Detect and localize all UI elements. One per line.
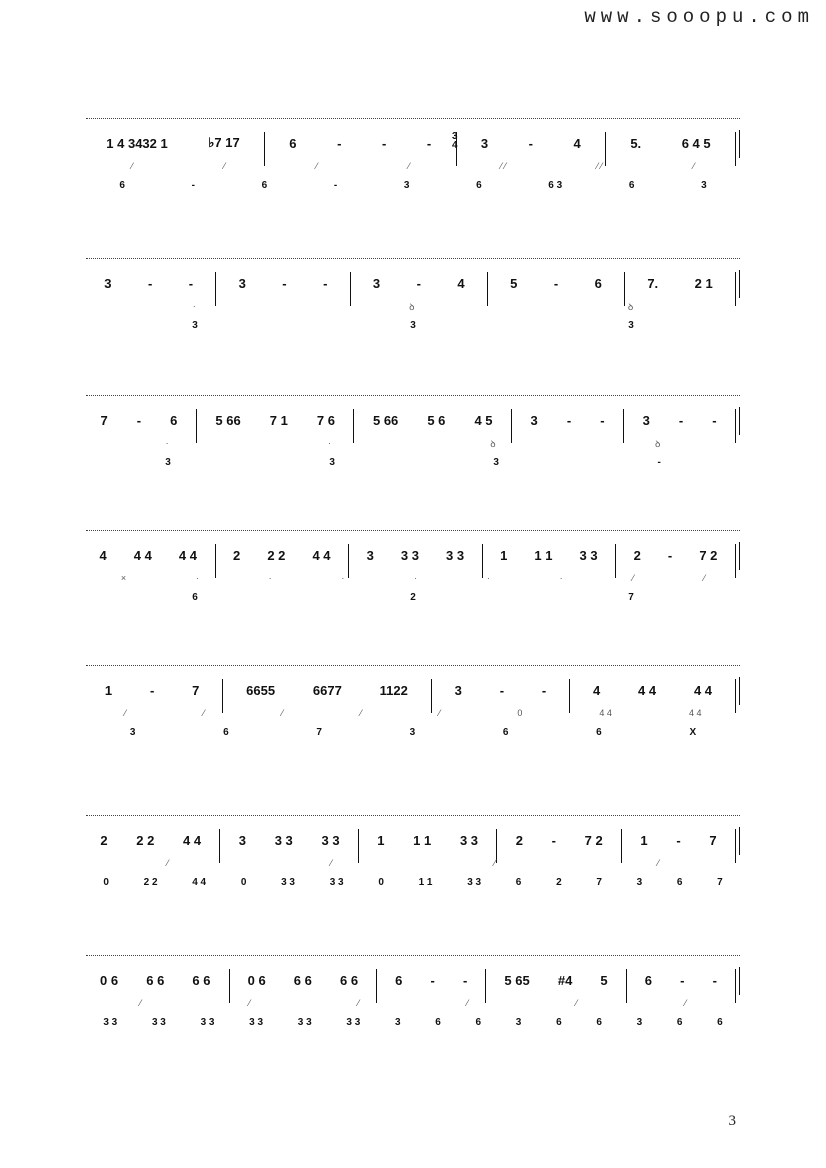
score-system (86, 955, 740, 1045)
final-bar-line (739, 270, 740, 298)
bass-note: - (657, 456, 661, 468)
melody-note: 4 (573, 135, 581, 151)
melody-row (86, 272, 740, 294)
melody-note: 4 4 (693, 682, 713, 698)
melody-note: 4 4 (178, 547, 197, 563)
melody-note: - (382, 135, 387, 151)
bass-note: 6 (119, 179, 125, 191)
melody-note: 3 (238, 275, 246, 291)
marking: ⁄ (693, 161, 695, 171)
bass-note: 6 3 (548, 179, 563, 191)
marking-row (86, 855, 740, 871)
bass-row (86, 453, 740, 471)
bass-row (86, 873, 740, 891)
marking-row (86, 298, 740, 314)
bass-note: 3 (129, 726, 136, 738)
marking: ⁄ (703, 573, 706, 583)
melody-note: 0 6 (247, 972, 266, 988)
final-bar-line (739, 542, 740, 570)
melody-note: 3 (104, 275, 112, 291)
melody-note: 4 (593, 682, 601, 698)
melody-note: 2 1 (694, 275, 713, 291)
melody-note: 1122 (379, 682, 408, 698)
melody-note: 6 6 (146, 972, 165, 988)
bass-note: 3 (395, 1016, 401, 1028)
melody-note: 2 2 (136, 832, 155, 848)
bass-note: 6 (717, 1016, 723, 1028)
marking: ⁄ (330, 858, 332, 868)
marking: ⁄ (315, 161, 318, 171)
melody-note: #4 (557, 972, 573, 988)
score-system (86, 815, 740, 905)
melody-note: 6 6 (339, 972, 359, 988)
articulation-line (86, 118, 740, 119)
articulation-line (86, 395, 740, 396)
bass-row (86, 588, 740, 606)
melody-note: 7 1 (269, 412, 288, 428)
marking: · (341, 573, 345, 583)
bass-note: 3 (628, 319, 634, 331)
final-bar-line (739, 827, 740, 855)
melody-note: 5 66 (372, 412, 399, 428)
marking: ⁄ (281, 708, 284, 718)
bass-note: 7 (596, 876, 602, 888)
marking: ⁄ (438, 708, 441, 718)
marking-row (86, 570, 740, 586)
melody-note: - (566, 412, 572, 428)
bass-note: 7 (628, 591, 634, 603)
marking: · (165, 438, 169, 448)
marking: ⁄ (632, 573, 634, 583)
melody-note: 3 3 (321, 832, 340, 848)
bass-note: 2 2 (143, 876, 158, 888)
melody-note: 6 (170, 412, 178, 428)
melody-note: 6 (289, 135, 297, 151)
marking: ⁄ (466, 998, 469, 1008)
melody-note: - (712, 412, 717, 428)
articulation-line (86, 258, 740, 259)
melody-note: - (712, 972, 717, 988)
bass-note: 3 3 (346, 1016, 361, 1028)
bass-note: 3 (636, 1016, 643, 1028)
melody-note: ♭7 17 (208, 135, 240, 150)
melody-note: 6655 (246, 682, 276, 698)
final-bar-line (739, 130, 740, 158)
melody-note: 6677 (312, 682, 342, 698)
melody-note: 3 3 (459, 832, 479, 848)
marking: · (195, 573, 199, 583)
melody-note: 5 66 (215, 412, 241, 428)
melody-note: - (600, 412, 605, 428)
bass-note: 6 (192, 591, 198, 603)
bass-note: 2 (556, 876, 562, 888)
bass-note: 7 (316, 726, 322, 738)
marking: ⁄ (248, 998, 251, 1008)
score-system (86, 395, 740, 485)
melody-note: - (282, 275, 287, 291)
melody-note: - (337, 135, 342, 151)
melody-note: 5 (600, 972, 608, 988)
marking: ⁄ (223, 161, 226, 171)
melody-note: 6 (644, 972, 652, 988)
melody-note: 4 (99, 547, 107, 563)
time-signature (452, 132, 458, 150)
time-signature-numerator: 3 (452, 131, 458, 142)
bass-note: 1 1 (418, 876, 433, 888)
bass-note: 3 3 (329, 876, 344, 888)
melody-note: - (462, 972, 468, 988)
bass-row (86, 723, 740, 741)
melody-note: 2 (233, 547, 241, 563)
melody-note: 3 3 (445, 547, 465, 563)
bass-note: 2 (410, 591, 416, 603)
score-system (86, 665, 740, 755)
final-bar-line (739, 407, 740, 435)
bass-note: 0 (240, 876, 247, 888)
marking: 0 (517, 708, 523, 718)
marking-row (86, 705, 740, 721)
bass-note: - (333, 179, 338, 191)
melody-note: 5 65 (504, 972, 530, 988)
bass-note: 3 (636, 876, 643, 888)
melody-note: 7 2 (699, 547, 718, 563)
bass-note: 6 (435, 1016, 441, 1028)
melody-note: - (323, 275, 328, 291)
melody-note: 4 4 (638, 682, 657, 698)
bass-note: 3 (165, 456, 171, 468)
melody-note: - (678, 412, 684, 428)
melody-note: 1 (104, 682, 113, 698)
melody-note: 2 (515, 832, 523, 848)
melody-row (86, 544, 740, 566)
melody-note: 6 (395, 972, 403, 988)
melody-note: - (667, 547, 673, 563)
melody-row (86, 829, 740, 851)
bass-note: 3 3 (249, 1016, 264, 1028)
melody-note: 5. (630, 135, 642, 151)
melody-note: - (426, 135, 432, 151)
melody-note: - (528, 135, 533, 151)
marking: · (414, 573, 418, 583)
bass-note: 6 (596, 726, 602, 738)
marking: ꝺ (409, 301, 415, 312)
marking: ⁄ (166, 858, 169, 868)
bass-note: 6 (515, 876, 522, 888)
marking: ꝺ (490, 438, 496, 449)
melody-note: 6 (594, 275, 602, 291)
melody-note: - (551, 832, 556, 848)
marking: ⁄ (657, 858, 659, 868)
melody-note: 1 4 3432 1 (106, 135, 168, 151)
final-bar-line (739, 967, 740, 995)
melody-note: 4 4 (133, 547, 152, 563)
melody-note: 6 4 5 (681, 135, 711, 151)
bass-note: 3 (701, 179, 707, 191)
melody-row (86, 132, 740, 154)
melody-note: 3 3 (579, 547, 598, 563)
score-system (86, 118, 740, 208)
melody-note: 3 3 (400, 547, 419, 563)
melody-note: 5 6 (427, 412, 446, 428)
melody-note: 2 (633, 547, 641, 563)
marking: ⁄ ⁄ (500, 161, 507, 171)
bass-note: - (191, 179, 195, 191)
melody-note: 3 (366, 547, 374, 563)
bass-note: 3 (329, 456, 335, 468)
melody-note: 1 1 (413, 832, 432, 848)
marking: ꝺ (654, 438, 661, 449)
melody-note: - (147, 275, 153, 291)
marking: · (327, 438, 331, 448)
marking: · (486, 573, 490, 583)
melody-note: 1 1 (534, 547, 553, 563)
marking: 4 4 (688, 708, 702, 718)
bass-note: 6 (502, 726, 509, 738)
melody-note: 4 5 (474, 412, 493, 428)
bass-note: 6 (676, 876, 683, 888)
marking-row (86, 995, 740, 1011)
bass-note: 3 (192, 319, 198, 331)
melody-note: 7 (709, 832, 717, 848)
melody-note: 6 6 (293, 972, 312, 988)
bass-note: 7 (717, 876, 723, 888)
bass-note: X (689, 726, 697, 738)
marking: · (192, 301, 196, 311)
marking: 4 4 (599, 708, 612, 718)
bass-note: 6 (556, 1016, 562, 1028)
marking: ⁄ (357, 998, 360, 1008)
bass-note: 3 3 (467, 876, 482, 888)
marking: ⁄ (203, 708, 205, 718)
melody-note: 3 (642, 412, 650, 428)
score-system (86, 530, 740, 620)
melody-note: - (416, 275, 421, 291)
marking: ⁄ (575, 998, 578, 1008)
bass-note: 3 (409, 726, 416, 738)
marking: ⁄ (124, 708, 127, 718)
score-system (86, 258, 740, 348)
marking: ⁄ (360, 708, 362, 718)
bass-row (86, 1013, 740, 1031)
melody-note: 0 6 (100, 972, 119, 988)
bass-note: 4 4 (192, 876, 207, 888)
melody-note: - (430, 972, 435, 988)
final-bar-line (739, 677, 740, 705)
bass-note: 6 (676, 1016, 683, 1028)
watermark: www.sooopu.com (584, 6, 814, 28)
marking: ⁄ ⁄ (596, 161, 603, 171)
marking-row (86, 435, 740, 451)
melody-row (86, 409, 740, 431)
melody-note: - (676, 832, 681, 848)
marking: ⁄ (684, 998, 687, 1008)
melody-note: 6 6 (192, 972, 211, 988)
marking: · (559, 573, 563, 583)
bass-note: 6 (628, 179, 635, 191)
melody-note: 3 (372, 275, 381, 291)
melody-note: - (499, 682, 505, 698)
page-number: 3 (728, 1113, 736, 1129)
bass-note: 3 3 (200, 1016, 215, 1028)
melody-note: 7. (647, 275, 659, 291)
marking: ⁄ (408, 161, 410, 171)
melody-note: 3 (238, 832, 247, 848)
bass-note: 6 (476, 179, 482, 191)
bass-note: 6 (596, 1016, 602, 1028)
melody-note: - (136, 412, 142, 428)
melody-note: 1 (377, 832, 385, 848)
marking: ⁄ (131, 161, 133, 171)
melody-note: 2 (100, 832, 108, 848)
melody-note: 5 (510, 275, 518, 291)
melody-note: 4 (457, 275, 465, 291)
melody-row (86, 969, 740, 991)
bass-note: 3 (410, 319, 416, 331)
melody-note: 7 2 (584, 832, 603, 848)
melody-note: 3 (454, 682, 462, 698)
melody-note: 1 (640, 832, 648, 848)
bass-note: 6 (261, 179, 268, 191)
marking: · (268, 573, 272, 583)
marking-row (86, 158, 740, 174)
bass-note: 6 (475, 1016, 482, 1028)
bass-note: 3 (403, 179, 410, 191)
melody-row (86, 679, 740, 701)
articulation-line (86, 955, 740, 956)
time-signature-denominator: 4 (452, 140, 458, 151)
articulation-line (86, 665, 740, 666)
bass-note: 3 (515, 1016, 522, 1028)
marking: ꝺ (627, 301, 634, 312)
bass-row (86, 176, 740, 194)
melody-note: 7 6 (316, 412, 335, 428)
melody-note: 3 3 (274, 832, 293, 848)
melody-note: 4 4 (312, 547, 331, 563)
melody-note: 3 (480, 135, 489, 151)
melody-note: - (541, 682, 547, 698)
melody-note: 2 2 (267, 547, 286, 563)
marking: ⁄ (493, 858, 496, 868)
articulation-line (86, 815, 740, 816)
bass-note: 3 3 (297, 1016, 312, 1028)
melody-note: 1 (500, 547, 508, 563)
bass-note: 0 (103, 876, 109, 888)
bass-note: 3 3 (281, 876, 295, 888)
bass-note: 3 3 (103, 1016, 118, 1028)
bass-note: 6 (223, 726, 229, 738)
melody-note: 4 4 (183, 832, 202, 848)
melody-note: - (188, 275, 194, 291)
marking: ⁄ (139, 998, 142, 1008)
bass-note: 3 (493, 456, 499, 468)
bass-note: 3 3 (151, 1016, 166, 1028)
articulation-line (86, 530, 740, 531)
marking: × (120, 573, 127, 583)
melody-note: 7 (192, 682, 200, 698)
melody-note: 3 (530, 412, 538, 428)
melody-note: - (149, 682, 155, 698)
melody-note: - (553, 275, 559, 291)
melody-note: 7 (100, 412, 108, 428)
bass-note: 0 (378, 876, 384, 888)
bass-row (86, 316, 740, 334)
melody-note: - (680, 972, 685, 988)
